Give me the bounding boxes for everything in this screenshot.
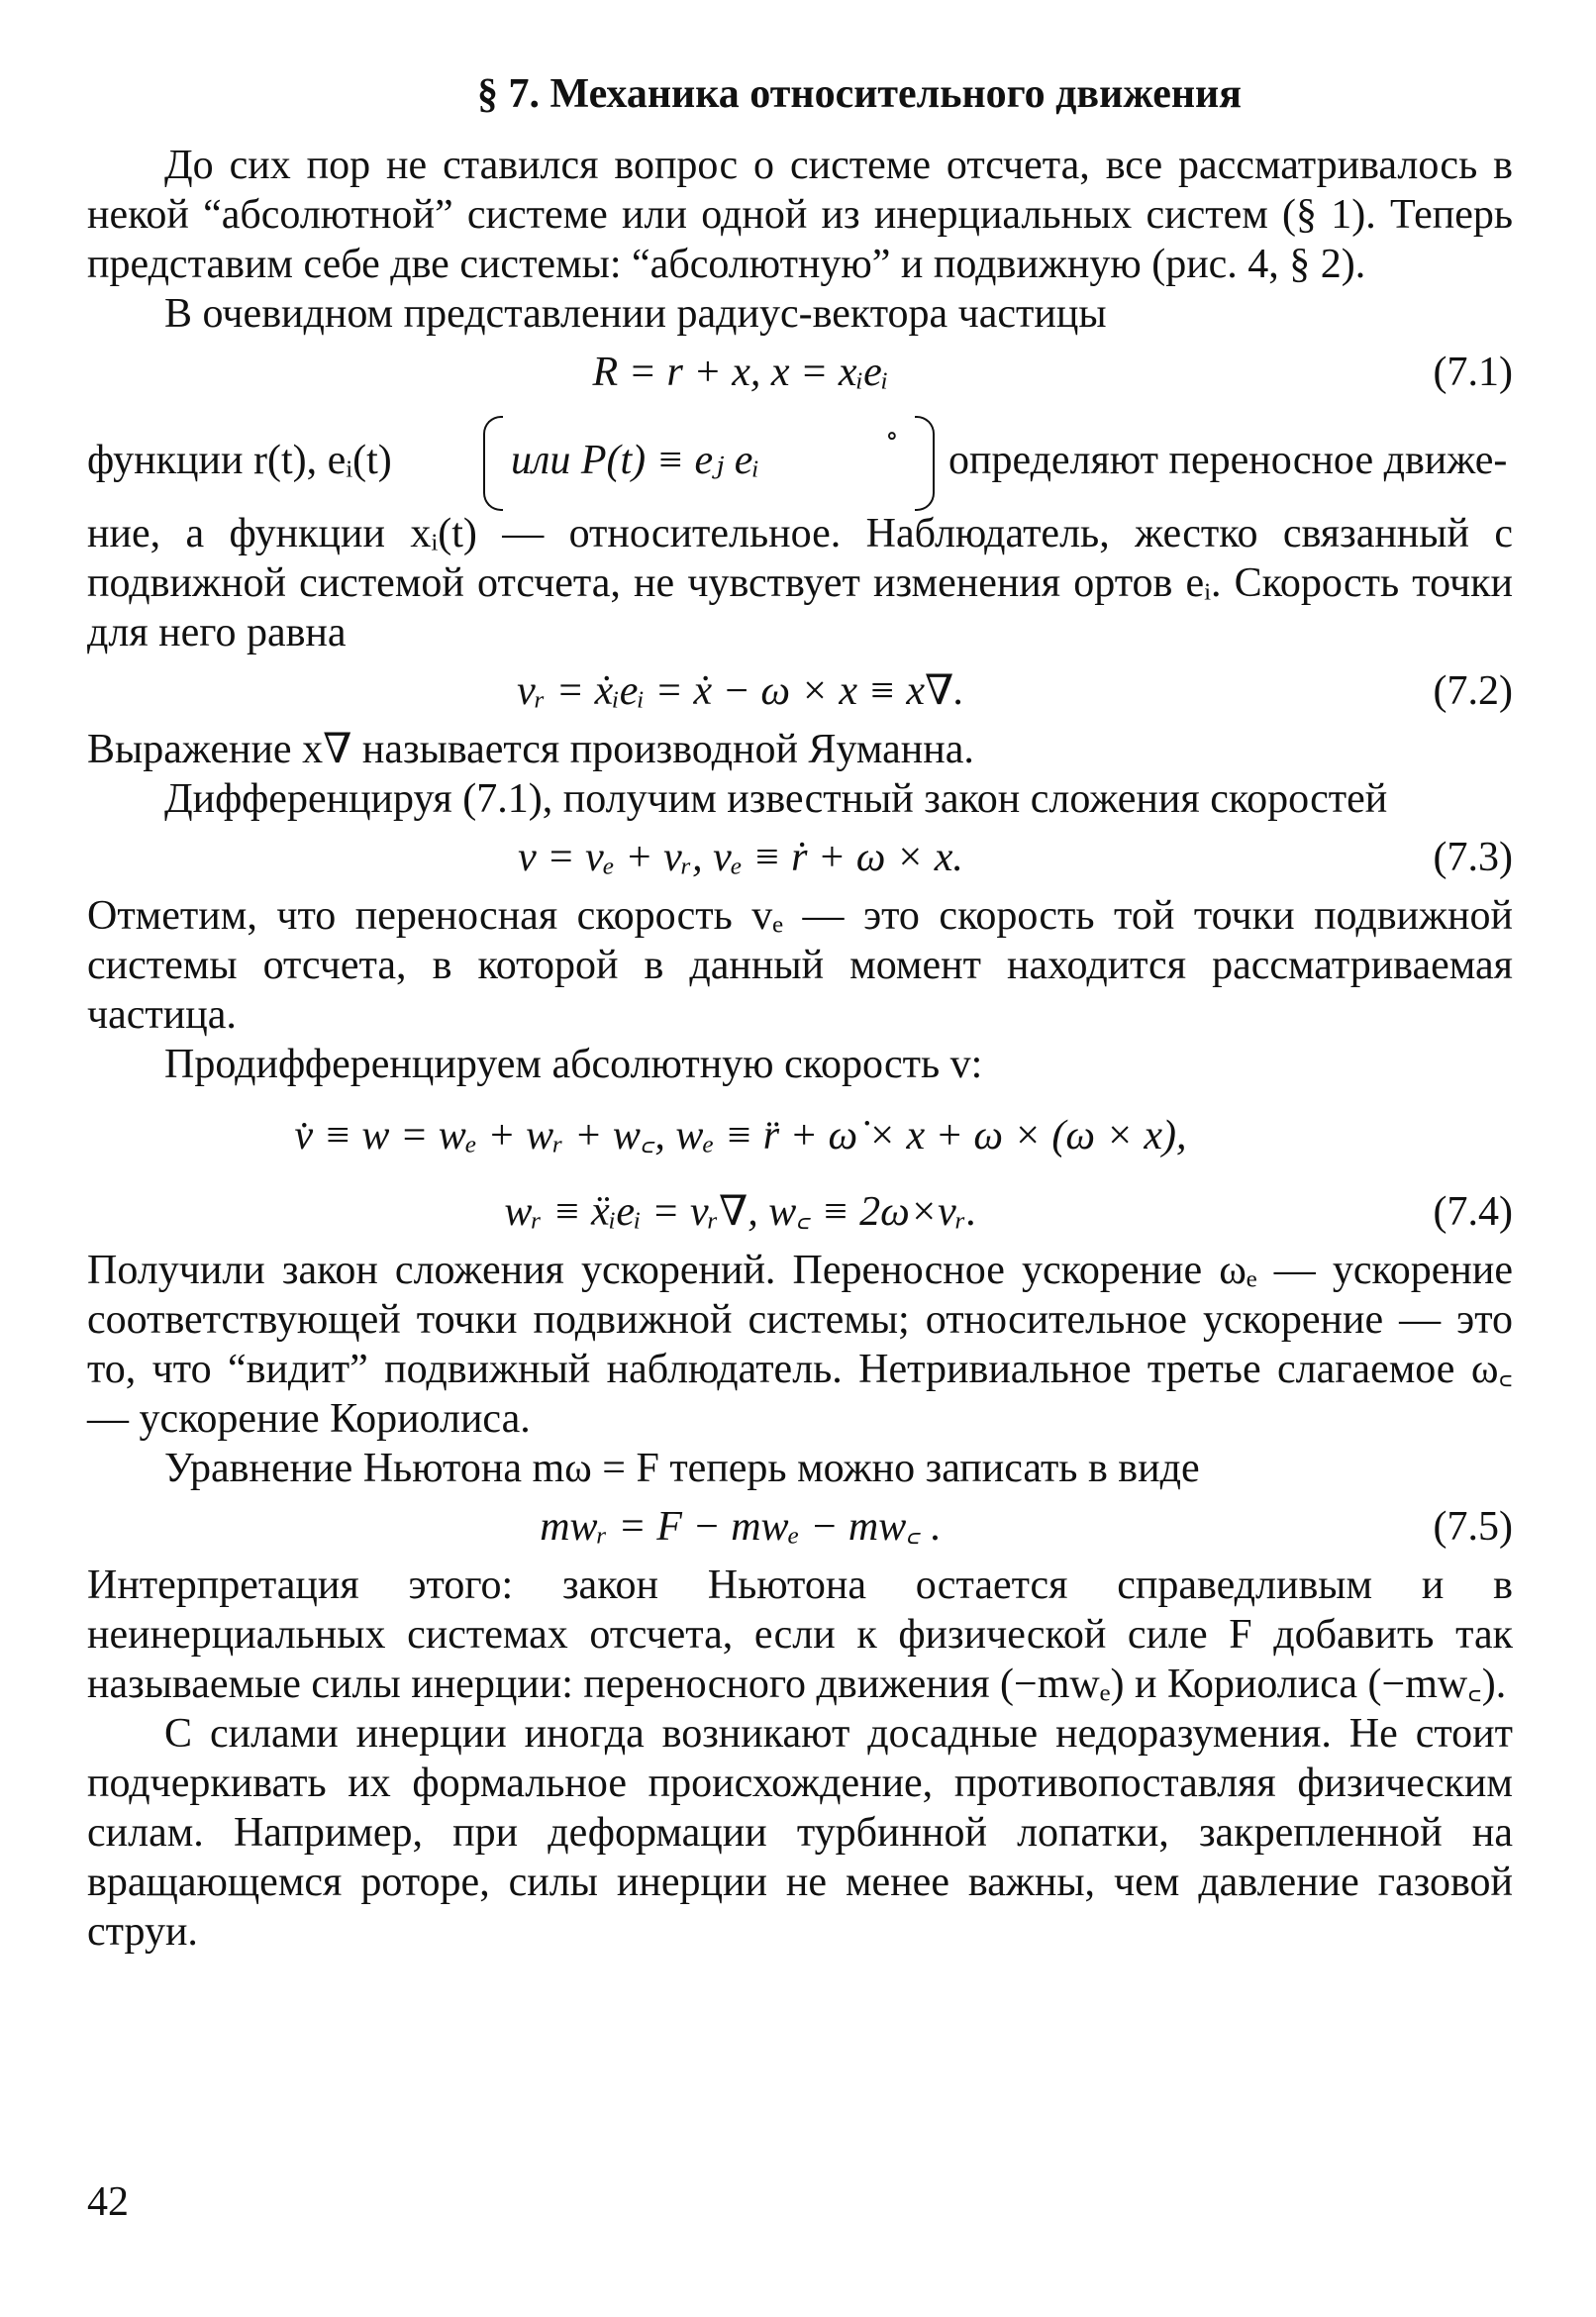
equation-7-5-body: mwᵣ = F − mwₑ − mw꜀ . [540,1504,942,1550]
equation-7-1-body: R = r + x, x = xᵢeᵢ [592,350,889,395]
paragraph-5: Дифференцируя (7.1), получим известный закон сложения скоростей [164,776,1388,822]
equation-7-4-number: (7.4) [1433,1189,1513,1235]
equation-7-3-number: (7.3) [1433,835,1513,880]
equation-7-4a [87,1093,1513,1178]
bracket-line [87,416,1513,505]
paragraph-9: Уравнение Ньютона mω = F теперь можно записать в виде [164,1446,1200,1491]
equation-7-5 [87,1497,1513,1557]
paragraph-3: ние, а функции xᵢ(t) — относительное. Наблюдатель, жестко связанный с подвижной системой отсчета, не чувствует изменения ортов eᵢ. Скорость точки для него равна [87,511,1513,655]
equation-7-3-body: v = vₑ + vᵣ, vₑ ≡ ṙ + ω × x. [518,835,963,880]
equation-7-2-body: vᵣ = ẋᵢeᵢ = ẋ − ω × x ≡ x∇. [517,668,964,714]
equation-7-4b-body: wᵣ ≡ ẍᵢeᵢ = vᵣ∇, w꜀ ≡ 2ω×vᵣ. [504,1189,977,1235]
paragraph-6: Отметим, что переносная скорость vₑ — это скорость той точки подвижной системы отсчета, в которой в данный момент находится рассматриваемая частица. [87,893,1513,1038]
page-number: 42 [87,2179,129,2225]
equation-7-1-number: (7.1) [1433,350,1513,395]
equation-7-4a-body: v̇ ≡ w = wₑ + wᵣ + w꜀, wₑ ≡ r̈ + ω̇ × x + ω × (ω × x), [294,1113,1187,1158]
equation-7-2 [87,661,1513,721]
circle-accent-mark: ∘ [885,421,899,452]
bracket-line-right-text: определяют переносное движе- [948,438,1508,483]
equation-7-3 [87,828,1513,887]
right-paren-shape [915,416,935,511]
paragraph-11: С силами инерции иногда возникают досадные недоразумения. Не стоит подчеркивать их формальное происхождение, противопоставляя физическим силам. Например, при деформации турбинной лопатки, закрепленной на вращающемся роторе, силы инерции не менее важны, чем давление газовой струи. [87,1711,1513,1955]
bracket-inner-expression: или P(t) ≡ eⱼ eᵢ [511,438,759,483]
bracket-line-left-text: функции r(t), eᵢ(t) [87,438,392,483]
page-body [87,69,1513,1957]
equation-7-1 [87,343,1513,402]
left-paren-shape [483,416,503,511]
equation-7-4 [87,1182,1513,1242]
paragraph-8: Получили закон сложения ускорений. Переносное ускорение ωₑ — ускорение соответствующей точки подвижной системы; относительное ускорение — это то, что “видит” подвижный наблюдатель. Нетривиальное третье слагаемое ω꜀ — ускорение Кориолиса. [87,1248,1513,1442]
paragraph-7: Продифференцируем абсолютную скорость v: [164,1042,983,1087]
paragraph-10: Интерпретация этого: закон Ньютона остается справедливым и в неинерциальных системах отсчета, если к физической силе F добавить так называемые силы инерции: переносного движения (−mwₑ) и Кориолиса (−mw꜀). [87,1562,1513,1707]
section-heading: § 7. Механика относительного движения [477,71,1242,117]
paragraph-4: Выражение x∇ называется производной Яуманна. [87,727,974,772]
equation-7-2-number: (7.2) [1433,668,1513,714]
paragraph-1: До сих пор не ставился вопрос о системе отсчета, все рассматривалось в некой “абсолютной” системе или одной из инерциальных систем (§ 1). Теперь представим себе две системы: “абсолютную” и подвижную (рис. 4, § 2). [87,143,1513,287]
equation-7-5-number: (7.5) [1433,1504,1513,1550]
paragraph-2: В очевидном представлении радиус-вектора частицы [164,291,1107,337]
